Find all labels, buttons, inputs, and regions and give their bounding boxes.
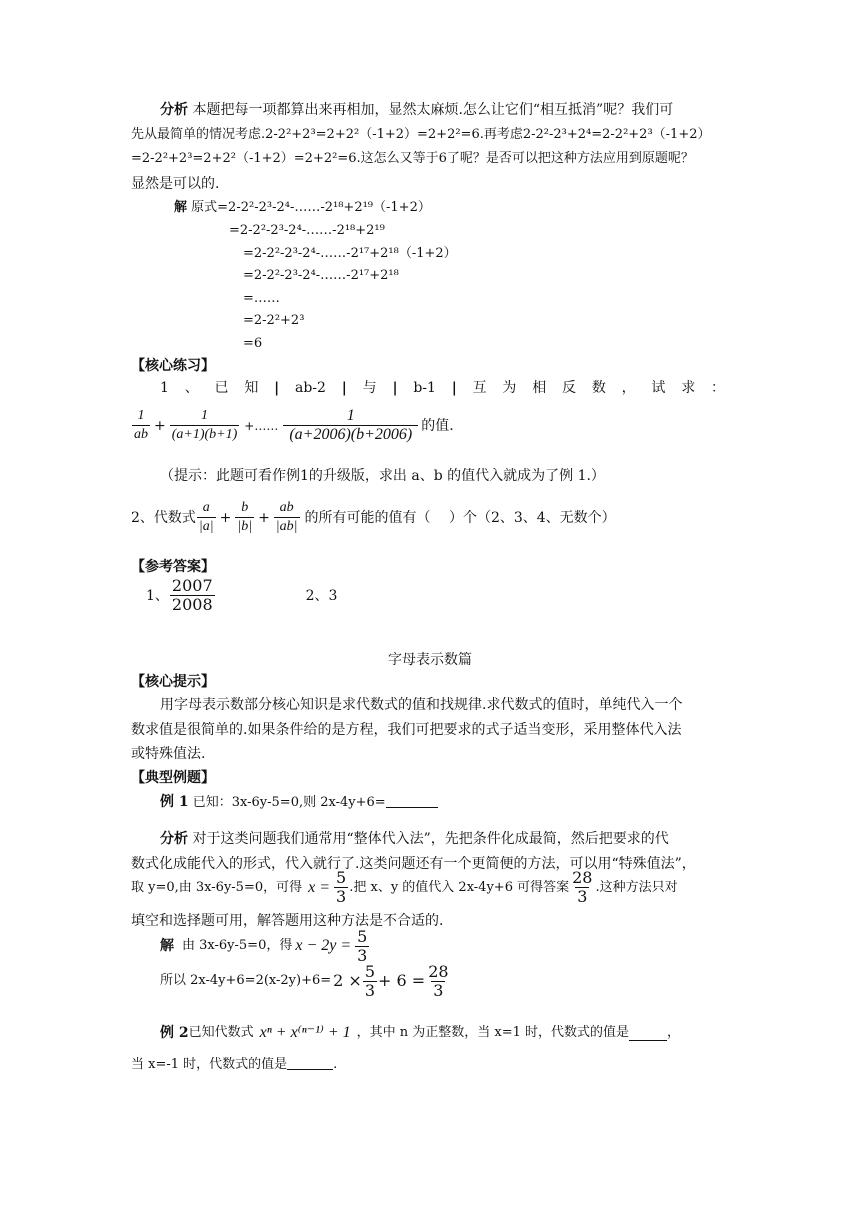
fraction-1-over-a2006b2006 [283, 408, 418, 443]
fraction-numerator: 5 [357, 926, 368, 946]
example-1-text: 已知：3x-6y-5=0,则 2x-4y+6= [192, 795, 386, 810]
section-title: 字母表示数篇 [388, 652, 472, 668]
fraction-denominator: 3 [357, 945, 368, 965]
example-1-analysis-line-4: 填空和选择题可用，解答题用这种方法是不合适的. [131, 913, 444, 929]
examples-heading: 【典型例题】 [131, 770, 215, 786]
q1-word: | [341, 380, 347, 396]
fraction-numerator: 1 [137, 408, 145, 423]
tips-line-3: 或特殊值法. [131, 746, 206, 762]
example-1-analysis-line-2: 数式化成能代入的形式，代入就行了.这类问题还有一个更简便的方法，可以用“特殊值法”， [131, 856, 696, 872]
example-1-analysis-line-3 [131, 870, 678, 905]
q1-word: ， [621, 380, 636, 396]
example-2-expression: xⁿ + x⁽ⁿ⁻¹⁾ + 1 [259, 1024, 351, 1041]
fraction-5-over-3 [363, 961, 377, 1000]
q1-word: 试 [651, 380, 666, 396]
q2-prefix: 2、代数式 [131, 509, 196, 526]
tips-line-1: 用字母表示数部分核心知识是求代数式的值和找规律.求代数式的值时，单纯代入一个 [160, 697, 683, 713]
q1-word: 互 [472, 380, 487, 396]
analysis-3c: .这种方法只对 [595, 879, 678, 895]
fraction-a-over-abs-a [197, 500, 216, 535]
fraction-denominator: (a+2006)(b+2006) [283, 425, 418, 443]
fraction-numerator: ab [279, 500, 294, 515]
q1-word: | [392, 380, 398, 396]
fraction-b-over-abs-b [235, 500, 254, 535]
q1-word: 为 [502, 380, 517, 396]
q1-word: 反 [562, 380, 577, 396]
practice-q1-line [160, 378, 725, 398]
fraction-denominator: 3 [336, 887, 347, 906]
solution-step-1 [174, 198, 431, 218]
practice-q1-hint: （提示：此题可看作例1的升级版，求出 a、b 的值代入就成为了例 1.） [160, 468, 605, 484]
fraction-denominator: |a| [198, 519, 214, 534]
example-1-solution-line-2 [160, 958, 452, 1004]
fraction-denominator: 3 [433, 980, 444, 1000]
solution-step-5: =…… [243, 291, 280, 306]
solution-2-expr: 2 × [333, 971, 362, 990]
example-2-text-b: ，其中 n 为正整数，当 x=1 时，代数式的值是 [356, 1025, 630, 1040]
analysis-line-3: =2-2²+2³=2+2²（-1+2）=2+2²=6.这怎么又等于6了呢？是否可以把这种方法应用到原题呢？ [131, 151, 694, 166]
q1-word: 、 [184, 380, 199, 396]
fraction-numerator: 5 [364, 961, 376, 981]
example-2-label: 例 2 [160, 1025, 189, 1041]
solution-step-3: =2-2²-2³-2⁴-……-2¹⁷+2¹⁸（-1+2） [243, 246, 457, 261]
solution-1-expr: x − 2y = [295, 937, 352, 954]
q1-word: ab-2 [295, 380, 326, 396]
analysis-line-1 [160, 100, 673, 120]
tips-line-2: 数求值是很简单的.如果条件给的是方程，我们可把要求的式子适当变形，采用整体代入法 [131, 722, 682, 738]
answer-1-fraction [170, 578, 215, 613]
answer-blank[interactable] [287, 1055, 333, 1070]
analysis-label: 分析 [160, 102, 188, 118]
example-1-analysis-text-1: 对于这类问题我们通常用“整体代入法”，先把条件化成最简，然后把要求的代 [192, 831, 669, 847]
q1-word: 1 [160, 380, 169, 396]
q1-word: | [274, 380, 280, 396]
fraction-denominator: 2008 [171, 595, 213, 614]
fraction-numerator: a [202, 500, 210, 515]
fraction-numerator: 28 [428, 961, 449, 981]
fraction-denominator: |b| [237, 519, 253, 534]
solution-step-7: =6 [243, 336, 263, 351]
q1-word: ： [711, 380, 725, 396]
example-2-line-2 [131, 1055, 337, 1075]
ellipsis: +…… [244, 418, 279, 433]
answers-line [146, 578, 337, 613]
fraction-numerator: 2007 [171, 576, 213, 595]
example-1-question [160, 792, 438, 813]
solution-label: 解 [174, 200, 188, 215]
fraction-numerator: 1 [346, 407, 355, 424]
solution-step-2: =2-2²-2³-2⁴-……-2¹⁸+2¹⁹ [229, 223, 385, 238]
example-2-line-1 [160, 1023, 680, 1043]
fraction-denominator: (a+1)(b+1) [171, 427, 238, 442]
answers-heading: 【参考答案】 [131, 559, 215, 575]
solution-2-expr-b: + 6 = [378, 971, 426, 990]
analysis-line-4: 显然是可以的. [131, 176, 220, 192]
tips-heading: 【核心提示】 [131, 674, 215, 690]
solution-2-text: 所以 2x-4y+6=2(x-2y)+6= [160, 973, 332, 988]
answer-2: 2、3 [305, 587, 338, 604]
fraction-denominator: 3 [364, 980, 376, 1000]
example-1-analysis-line-1 [160, 829, 669, 849]
answer-1-prefix: 1、 [146, 587, 169, 604]
example-2-line-2-end: . [333, 1057, 338, 1072]
answer-blank[interactable] [629, 1026, 667, 1041]
solution-1-text: 由 3x-6y-5=0，得 [182, 938, 293, 953]
fraction-1-over-ab [132, 408, 150, 443]
example-1-analysis-label: 分析 [160, 831, 188, 847]
analysis-line-2: 先从最简单的情况考虑.2-2²+2³=2+2²（-1+2）=2+2²=6.再考虑2-2²-2³+2⁴=2-2²+2³（-1+2） [131, 127, 711, 142]
q1-word: 知 [244, 380, 259, 396]
practice-q1-expression: $\frac{1}{ab}$ + $\frac{1}{(a+1)(b+1)}$ +…… $\frac{1}{(a+2006)(b+2006)}$ 的值. [134, 407, 454, 443]
analysis-3b: .把 x、y 的值代入 2x-4y+6 可得答案 [349, 879, 570, 895]
example-1-solution-label: 解 [160, 938, 174, 954]
practice-q2: 2、代数式 $\frac{a}{|a|}$ + $\frac{b}{|b|}$ + $\frac{ab}{|ab|}$ 的所有可能的值有（ ）个（2、3、4、无数个） [131, 500, 616, 534]
q1-word: | [451, 380, 457, 396]
fraction-numerator: 1 [201, 408, 208, 423]
fraction-1-over-a1b1 [170, 408, 240, 443]
fraction-denominator: ab [134, 427, 148, 442]
solution-step-4: =2-2²-2³-2⁴-……-2¹⁷+2¹⁸ [243, 268, 399, 283]
analysis-3a: 取 y=0,由 3x-6y-5=0，可得 [131, 879, 303, 895]
q1-word: 求 [681, 380, 696, 396]
q1-word: 已 [214, 380, 229, 396]
example-2-text-a: 已知代数式 [188, 1025, 254, 1040]
fraction-28-over-3 [426, 961, 450, 1000]
example-2-line-2-text: 当 x=-1 时，代数式的值是 [131, 1057, 288, 1072]
answer-blank[interactable] [386, 793, 438, 808]
q1-word: b-1 [413, 380, 436, 396]
solution-step-1-text: 原式=2-2²-2³-2⁴-……-2¹⁸+2¹⁹（-1+2） [191, 200, 431, 215]
practice-heading: 【核心练习】 [131, 358, 215, 374]
fraction-ab-over-abs-ab [274, 500, 300, 535]
q2-suffix: 的所有可能的值有（ ）个（2、3、4、无数个） [304, 509, 616, 526]
q1-word: 与 [362, 380, 377, 396]
fraction-5-over-3 [334, 870, 348, 905]
fraction-numerator: 28 [572, 868, 593, 887]
solution-step-6: =2-2²+2³ [243, 313, 305, 328]
fraction-numerator: 5 [336, 868, 347, 887]
fraction-numerator: b [241, 500, 249, 515]
fraction-denominator: |ab| [275, 519, 298, 534]
analysis-x-equals: x = [308, 878, 331, 896]
example-2-text-c: ， [667, 1025, 681, 1040]
fraction-denominator: 3 [577, 887, 588, 906]
q1-word: 数 [591, 380, 606, 396]
q1-suffix: 的值. [421, 417, 454, 434]
example-1-label: 例 1 [160, 794, 189, 810]
analysis-text-1: 本题把每一项都算出来再相加，显然太麻烦.怎么让它们“相互抵消”呢？我们可 [192, 102, 674, 118]
fraction-28-over-3 [570, 870, 594, 905]
q1-word: 相 [532, 380, 547, 396]
